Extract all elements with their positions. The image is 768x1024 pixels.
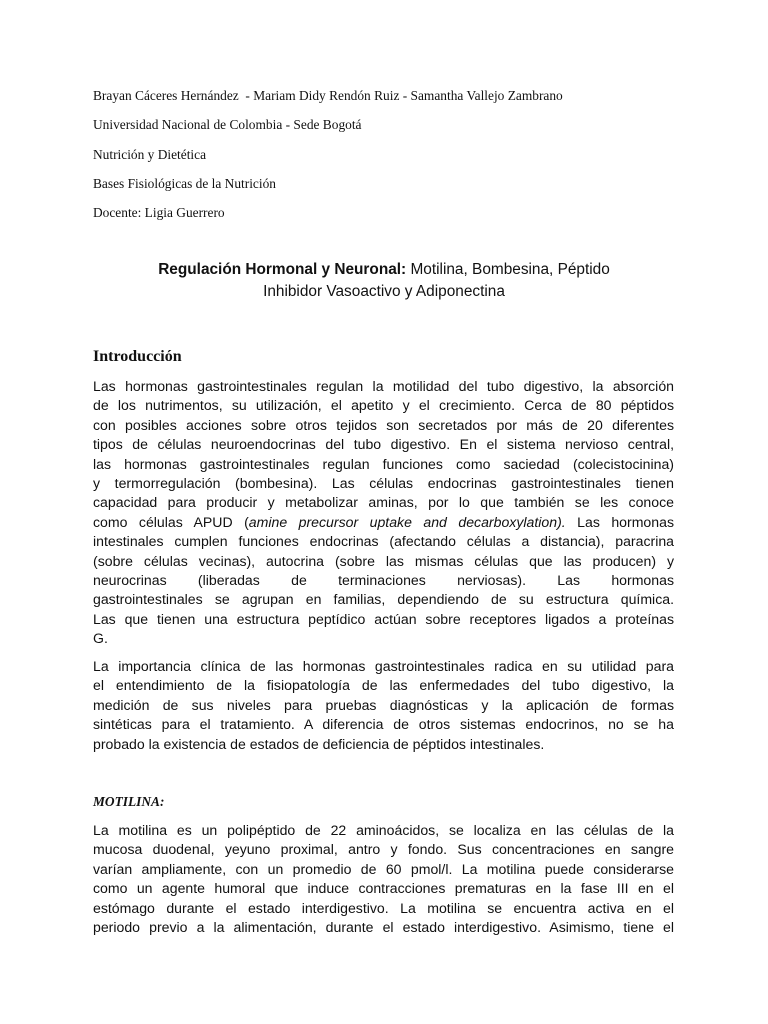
text-line: varían ampliamente, con un promedio de 60 pmol/l. La motilina puede considerarse — [93, 860, 674, 877]
italic-fragment: amine precursor uptake and decarboxylation). — [248, 513, 566, 530]
text-line: La motilina es un polipéptido de 22 aminoácidos, se localiza en las células de la — [93, 822, 674, 838]
text-line: probado la existencia de estados de deficiencia de péptidos intestinales. — [93, 735, 545, 752]
title-rest: Motilina, Bombesina, Péptido — [406, 261, 610, 278]
text-line: Las hormonas gastrointestinales regulan la motilidad del tubo digestivo, la absorción — [93, 378, 674, 394]
program-line: Nutrición y Dietética — [93, 147, 207, 162]
motilina-heading: MOTILINA: — [93, 794, 165, 809]
text-line: y termorregulación (bombesina). Las células endocrinas gastrointestinales tienen — [93, 474, 674, 491]
text-line: gastrointestinales se agrupan en familias, dependiendo de su estructura química. — [93, 591, 674, 608]
text-line: mucosa duodenal, yeyuno proximal, antro y fondo. Sus concentraciones en sangre — [93, 841, 674, 858]
authors-line: Brayan Cáceres Hernández - Mariam Didy Rendón Ruiz - Samantha Vallejo Zambrano — [93, 88, 563, 103]
text-line: tipos de células neuroendocrinas del tubo digestivo. En el sistema nervioso central, — [93, 436, 674, 453]
text-line: La importancia clínica de las hormonas gastrointestinales radica en su utilidad para — [93, 658, 674, 674]
text-line: intestinales cumplen funciones endocrinas (afectando células a distancia), paracrina — [93, 533, 674, 550]
text-line: capacidad para producir y metabolizar aminas, por lo que también se les conoce — [93, 494, 674, 511]
title-line-2: Inhibidor Vasoactivo y Adiponectina — [263, 283, 505, 300]
intro-paragraph-2 — [93, 657, 674, 754]
title-bold: Regulación Hormonal y Neuronal: — [158, 261, 407, 278]
text-line: estómago durante el estado interdigestivo. La motilina se encuentra activa en el — [93, 899, 674, 916]
text-line: periodo previo a la alimentación, durante el estado interdigestivo. Asimismo, tiene el — [93, 918, 674, 935]
text-line: el entendimiento de la fisiopatología de las enfermedades del tubo digestivo, la — [93, 677, 674, 694]
text-fragment: como células APUD ( — [93, 513, 249, 530]
text-line-mixed — [93, 513, 674, 532]
title-line-1 — [93, 259, 675, 281]
motilina-paragraph-1 — [93, 821, 674, 937]
text-line: de los nutrimentos, su utilización, el apetito y el crecimiento. Cerca de 80 péptidos — [93, 397, 674, 414]
teacher-line: Docente: Ligia Guerrero — [93, 205, 225, 220]
text-line: con posibles acciones sobre otros tejidos son secretados por más de 20 diferentes — [93, 416, 674, 433]
text-line: G. — [93, 630, 108, 647]
text-line: Las que tienen una estructura peptídico actúan sobre receptores ligados a proteínas — [93, 610, 674, 627]
text-fragment: Las hormonas — [565, 513, 674, 530]
university-line: Universidad Nacional de Colombia - Sede Bogotá — [93, 117, 362, 132]
text-line: las hormonas gastrointestinales regulan funciones como saciedad (colecistocinina) — [93, 455, 674, 472]
course-line: Bases Fisiológicas de la Nutrición — [93, 176, 276, 191]
text-line: neurocrinas (liberadas de terminaciones nerviosas). Las hormonas — [93, 571, 674, 588]
intro-paragraph-1 — [93, 377, 674, 648]
intro-heading: Introducción — [93, 348, 182, 365]
text-line: sintéticas para el tratamiento. A diferencia de otros sistemas endocrinos, no se ha — [93, 716, 674, 733]
document-title — [93, 259, 675, 303]
text-line: medición de sus niveles para pruebas diagnósticas y la aplicación de formas — [93, 696, 674, 713]
text-line: (sobre células vecinas), autocrina (sobre las mismas células que las producen) y — [93, 552, 674, 569]
text-line: como un agente humoral que induce contracciones prematuras en la fase III en el — [93, 880, 674, 897]
